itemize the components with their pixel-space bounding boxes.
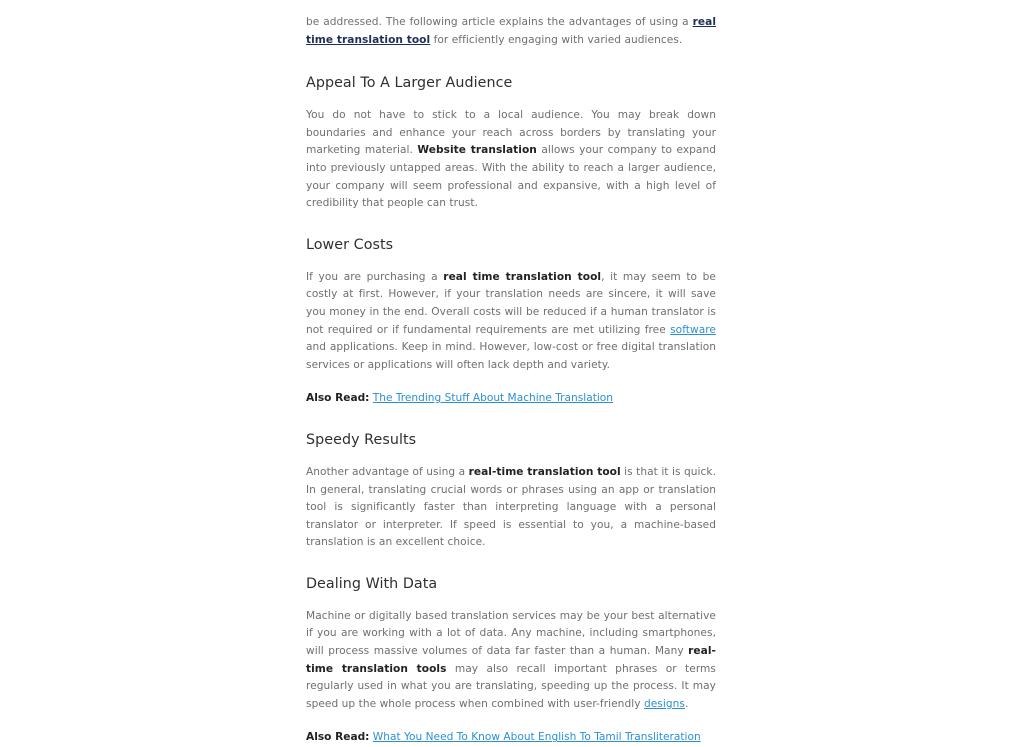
lower-costs-text-after: and applications. Keep in mind. However, low-cost or free digital translation services or applications will often lack depth and variety.: [306, 341, 716, 371]
also-read-1: [306, 390, 716, 408]
data-text-before: Machine or digitally based translation services may be your best alternative if you are working with a lot of data. Any machine, including smartphones, will process massive volumes of data far faster than a human. Many: [306, 609, 716, 658]
speedy-strong: real-time translation tool: [468, 465, 621, 478]
lower-costs-paragraph: [306, 269, 716, 375]
heading-appeal: Appeal To A Larger Audience: [306, 75, 513, 92]
lower-costs-text-before: If you are purchasing a: [306, 270, 444, 283]
intro-paragraph: [306, 14, 716, 49]
heading-speedy-results: Speedy Results: [306, 431, 417, 448]
lower-costs-strong: real time translation tool: [443, 270, 602, 283]
intro-text-before: be addressed. The following article explains the advantages of using a: [306, 16, 693, 28]
software-link[interactable]: software: [670, 323, 716, 336]
heading-dealing-with-data: Dealing With Data: [306, 575, 438, 592]
also-read-label-1: Also Read:: [306, 392, 370, 405]
speedy-text-after: is that it is quick. In general, translating crucial words or phrases using an app or translation tool is significantly faster than interpreting language with a personal translator or interpreter. If speed is essential to you, a machine-based translation is an excellent choice.: [306, 465, 716, 549]
data-paragraph: [306, 608, 716, 714]
data-strong: real-time translation tools: [306, 645, 716, 675]
intro-text-after: for efficiently engaging with varied audiences.: [430, 33, 683, 46]
heading-lower-costs: Lower Costs: [306, 236, 394, 253]
appeal-text-after: allows your company to expand into previously untapped areas. With the ability to reach a larger audience, your company will seem professional and expansive, with a high level of credibility that people can trust.: [306, 144, 717, 210]
real-time-translation-tool-link[interactable]: real time translation tool: [306, 16, 716, 46]
designs-link[interactable]: designs: [643, 697, 685, 710]
also-read-link-2[interactable]: What You Need To Know About English To Tamil Transliteration: [372, 731, 701, 744]
speedy-paragraph: [306, 464, 716, 552]
speedy-text-before: Another advantage of using a: [306, 465, 469, 478]
website-translation-strong: Website translation: [417, 144, 537, 157]
also-read-label-2: Also Read:: [306, 731, 370, 744]
article-body: [306, 14, 716, 747]
appeal-text-before: You do not have to stick to a local audience. You may break down boundaries and enhance your reach across borders by translating your marketing material.: [306, 109, 716, 157]
also-read-link-1[interactable]: The Trending Stuff About Machine Translation: [372, 392, 613, 405]
also-read-2: [306, 729, 716, 747]
data-text-after: .: [684, 697, 689, 710]
lower-costs-text-middle: , it may seem to be costly at first. However, if your translation needs are sincere, it will save you money in the end. Overall costs will be reduced if a human translator is not required or if fundamental requirements are met utilizing free: [306, 270, 716, 336]
appeal-paragraph: [306, 107, 716, 213]
data-text-middle: may also recall important phrases or terms regularly used in what you are translating, speeding up the process. It may speed up the whole process when combined with user-friendly: [306, 662, 716, 710]
